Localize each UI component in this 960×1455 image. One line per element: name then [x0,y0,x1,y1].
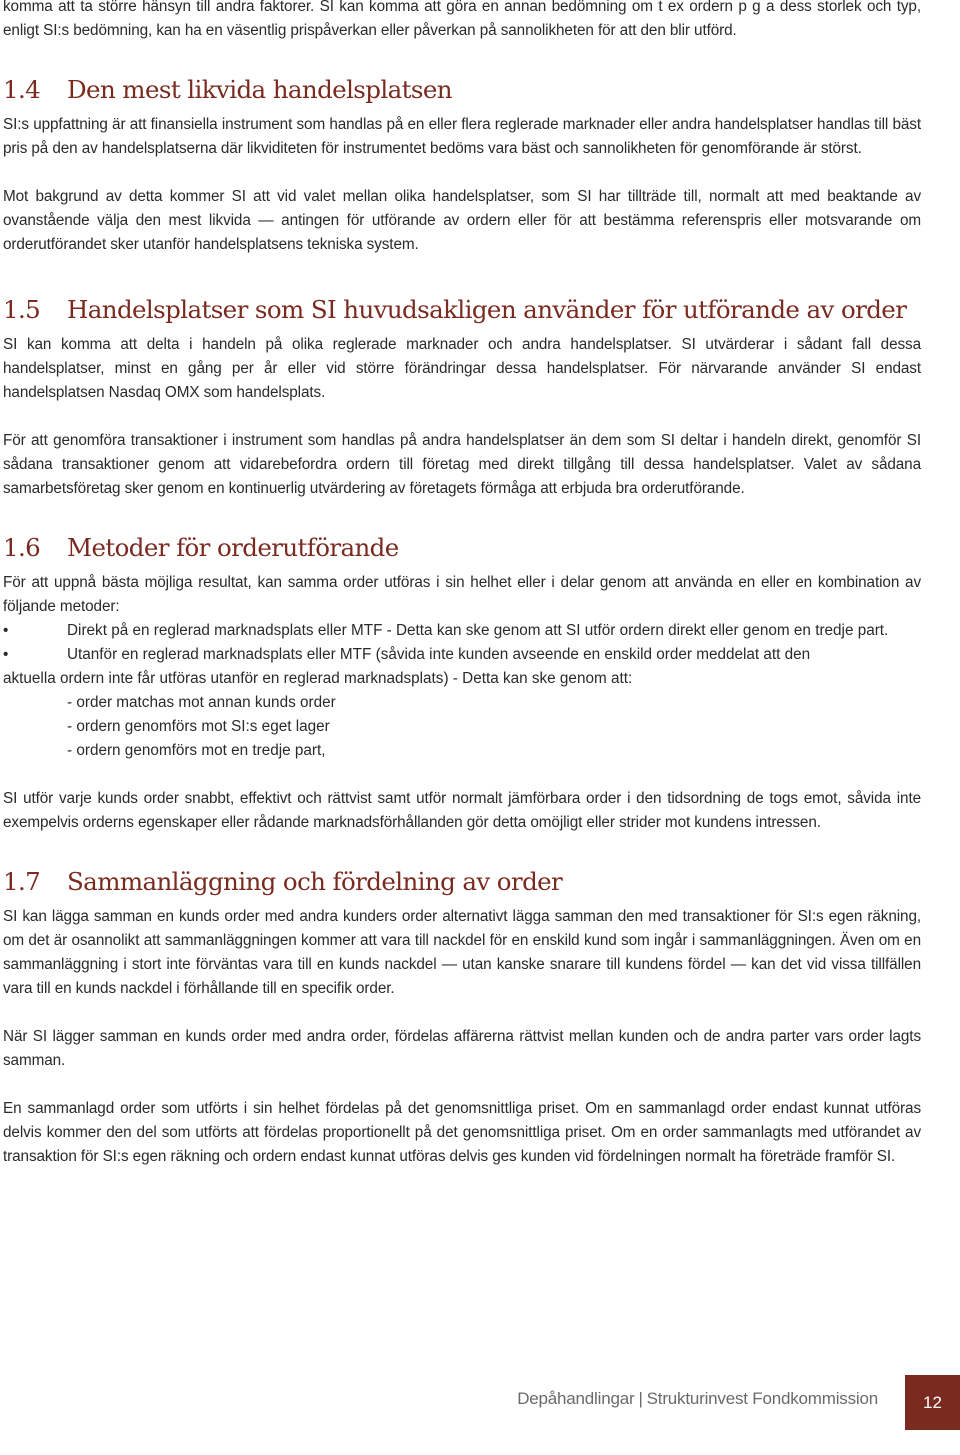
page-number-badge [905,1375,960,1430]
section-heading-1-6 [3,531,921,565]
paragraph: För att genomföra transaktioner i instrument som handlas på andra handelsplatser än dem som SI deltar i handeln direkt, genomför SI sådana transaktioner genom att vidarebefordra ordern till företag med direkt tillgång till dessa handelsplatser. Valet av sådana samarbetsföretag sker genom en kontinuerlig utvärdering av företagets förmåga att erbjuda bra orderutförande. [3,432,921,497]
section-heading-1-7 [3,865,921,899]
page-footer [0,1375,960,1425]
paragraph: Mot bakgrund av detta kommer SI att vid valet mellan olika handelsplatser, som SI har tillträde till, normalt att med beaktande av ovanstående välja den mest likvida — antingen för utförande av ordern eller för att bestämma referenspris eller motsvarande om orderutförandet sker utanför handelsplatsens tekniska system. [3,188,921,253]
section-title: Metoder för orderutförande [67,533,399,562]
bullet-text: Utanför en reglerad marknadsplats eller MTF (såvida inte kunden avseende en enskild order meddelat att den [67,646,811,663]
dash-list-item: - ordern genomförs mot SI:s eget lager [67,718,330,735]
footer-text [517,1389,878,1409]
bullet-icon: • [3,646,9,663]
paragraph: En sammanlagd order som utförts i sin helhet fördelas på det genomsnittliga priset. Om en sammanlagd order endast kunnat utföras delvis kommer den del som utförts att fördelas proportionellt på det genomsnittliga priset. Om en order sammanlagts med utförandet av transaktion för SI:s egen räkning och ordern endast kunnat utföras delvis ges kunden vid fördelningen normalt ha företräde framför SI. [3,1100,921,1165]
section-heading-1-5 [3,293,921,327]
bullet-item [3,643,921,691]
footer-separator: | [638,1389,643,1408]
dash-list-item: - ordern genomförs mot en tredje part, [67,742,326,759]
section-number: 1.5 [3,295,41,324]
page-number: 12 [923,1392,942,1412]
bullet-text: Direkt på en reglerad marknadsplats eller MTF - Detta kan ske genom att SI utför ordern direkt eller genom en tredje part. [67,622,889,639]
paragraph: SI kan komma att delta i handeln på olika reglerade marknader och andra handelsplatser. SI utvärderar i sådant fall dessa handelsplatser, minst en gång per år eller vid större förändringar dessa handelsplatser. För närvarande använder SI endast handelsplatsen Nasdaq OMX som handelsplats. [3,336,921,401]
section-title: Den mest likvida handelsplatsen [67,75,452,104]
paragraph: SI utför varje kunds order snabbt, effektivt och rättvist samt utför normalt jämförbara order i den tidsordning de togs emot, såvida inte exempelvis orderns egenskaper eller rådande marknadsförhållanden gör detta omöjligt eller strider mot kundens intressen. [3,790,921,831]
footer-doc-title: Depåhandlingar [517,1389,635,1408]
section-number: 1.7 [3,867,41,896]
paragraph: När SI lägger samman en kunds order med andra order, fördelas affärerna rättvist mellan kunden och de andra parter vars order lagts samman. [3,1028,921,1069]
section-number: 1.6 [3,533,41,562]
section-number: 1.4 [3,75,41,104]
bullet-text-continued: aktuella ordern inte får utföras utanför en reglerad marknadsplats) - Detta kan ske genom att: [3,670,633,687]
paragraph: SI kan lägga samman en kunds order med andra kunders order alternativt lägga samman den med transaktioner för SI:s egen räkning, om det är osannolikt att sammanläggningen kommer att vara till nackdel för en enskild kund som ingår i sammanläggningen. Även om en sammanläggning i stort inte förväntas vara till en kunds nackdel — utan kanske snarare till kundens fördel — kan det vid vissa tillfällen vara till en kunds nackdel i förhållande till en specifik order. [3,908,921,997]
section-title: Sammanläggning och fördelning av order [67,867,563,896]
paragraph: SI:s uppfattning är att finansiella instrument som handlas på en eller flera reglerade marknader eller andra handelsplatser handlas till bäst pris på den av handelsplatserna där likviditeten för instrumentet bedöms vara bäst och sannolikheten för genomförande är störst. [3,116,921,157]
intro-paragraph: komma att ta större hänsyn till andra faktorer. SI kan komma att göra en annan bedömning om t ex ordern p g a dess storlek och typ, enligt SI:s bedömning, kan ha en väsentlig prispåverkan eller påverkan på sannolikheten för att den blir utförd. [3,0,921,39]
dash-list-item: - order matchas mot annan kunds order [67,694,336,711]
bullet-icon: • [3,622,9,639]
section-heading-1-4 [3,73,921,107]
page-content [3,0,921,1169]
bullet-item [3,619,921,643]
footer-company: Strukturinvest Fondkommission [646,1389,878,1408]
paragraph: För att uppnå bästa möjliga resultat, kan samma order utföras i sin helhet eller i delar genom att använda en eller en kombination av följande metoder: [3,574,921,615]
section-title: Handelsplatser som SI huvudsakligen använder för utförande av order [67,295,907,324]
